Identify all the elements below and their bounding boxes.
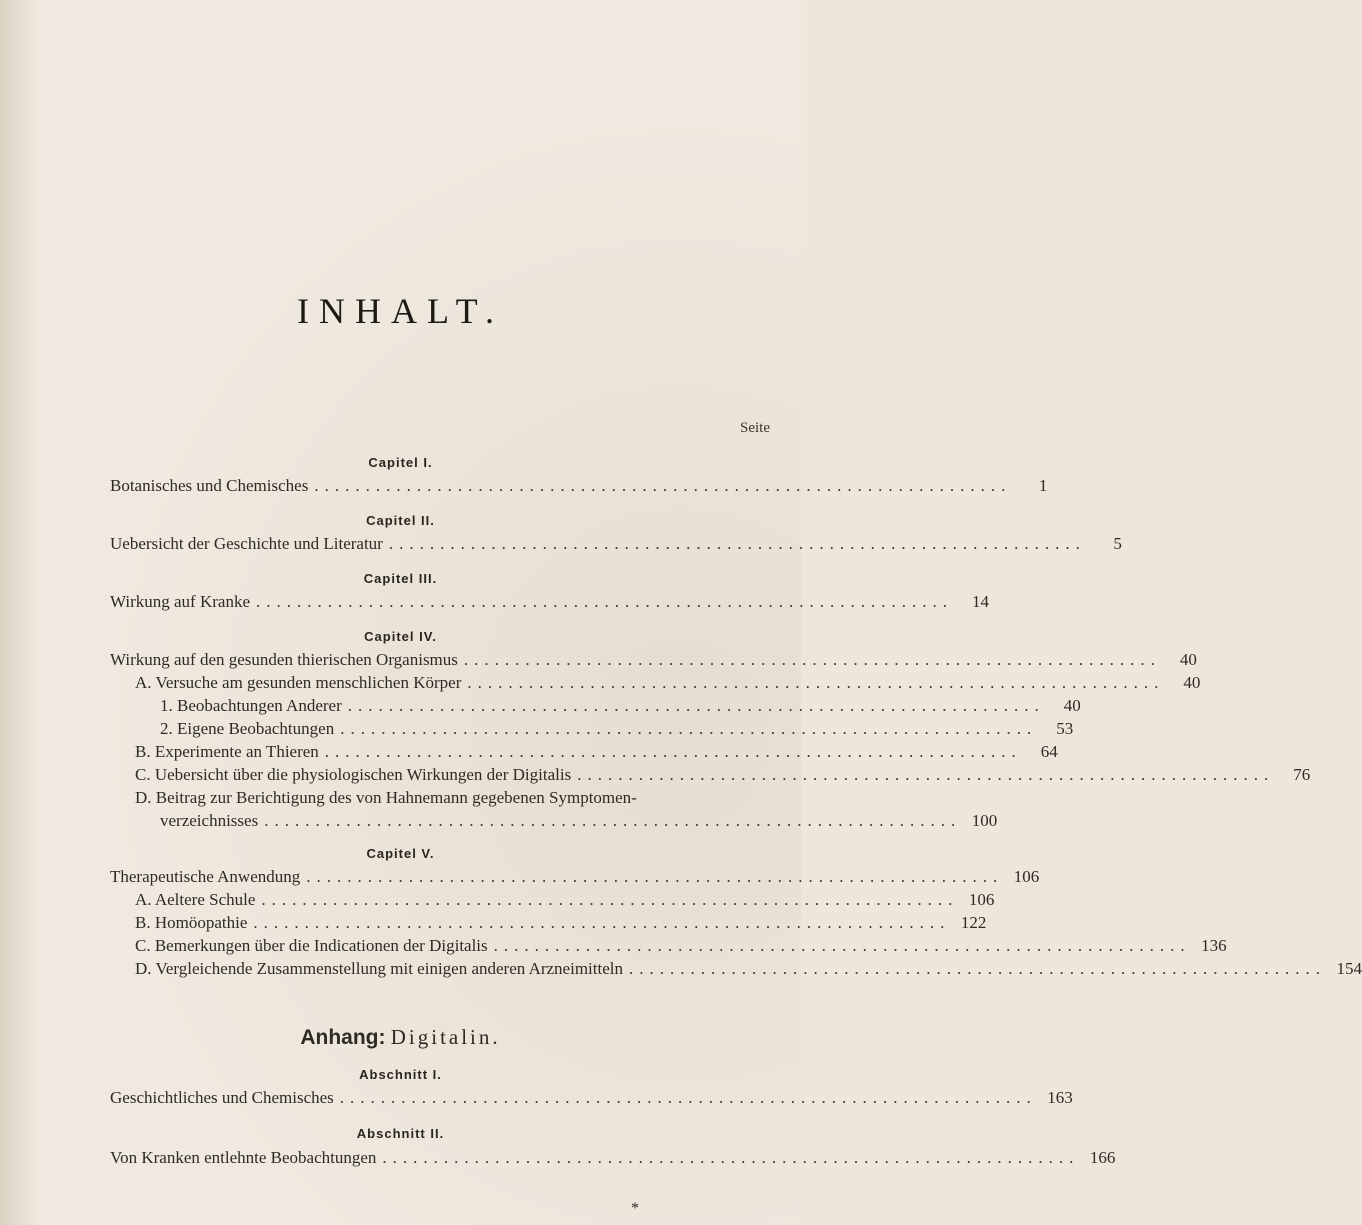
leader-dots: .................................................................... <box>339 1088 1037 1107</box>
toc-entry <box>110 1088 1073 1108</box>
toc-entry <box>135 742 1058 762</box>
entry-label: 1. Beobachtungen Anderer <box>160 696 342 715</box>
chapter-heading: Capitel III. <box>363 571 438 586</box>
toc-entry <box>135 765 1311 785</box>
toc-entry <box>160 811 998 831</box>
seite-header: Seite <box>740 420 770 436</box>
entry-label: Therapeutische Anwendung <box>110 867 301 886</box>
leader-dots: .................................................................... <box>261 890 959 909</box>
toc-entry <box>110 1148 1116 1168</box>
chapter-heading: Capitel IV. <box>364 629 437 644</box>
leader-dots: .................................................................... <box>463 650 1161 669</box>
entry-page: 122 <box>960 913 987 932</box>
entry-label: C. Uebersicht über die physiologischen Wirkungen der Digitalis <box>135 765 572 784</box>
leader-dots: .................................................................... <box>340 719 1038 738</box>
entry-page: 100 <box>971 811 998 830</box>
entry-label: Geschichtliches und Chemisches <box>110 1088 334 1107</box>
toc-entry <box>110 867 1040 887</box>
toc-entry <box>110 534 1122 554</box>
toc-entry <box>135 936 1227 956</box>
appendix-heading <box>0 1025 801 1050</box>
toc-entry <box>135 913 987 933</box>
entry-label: Uebersicht der Geschichte und Literatur <box>110 534 383 553</box>
entry-label: B. Homöopathie <box>135 913 248 932</box>
toc-entry <box>135 788 756 808</box>
chapter-heading: Capitel II. <box>366 513 435 528</box>
entry-label: 2. Eigene Beobachtungen <box>160 719 335 738</box>
entry-page: 163 <box>1047 1088 1073 1107</box>
entry-label: A. Aeltere Schule <box>135 890 256 909</box>
entry-page: 1 <box>1038 476 1048 495</box>
toc-entry <box>110 476 1048 496</box>
toc-entry <box>160 696 1081 716</box>
toc-entry <box>110 592 989 612</box>
entry-page: 106 <box>968 890 995 909</box>
entry-page: 154 <box>1336 959 1362 978</box>
leader-dots: .................................................................... <box>382 1148 1080 1167</box>
section-heading: Abschnitt I. <box>359 1067 442 1082</box>
entry-page: 136 <box>1201 936 1227 955</box>
leader-dots: .................................................................... <box>255 592 953 611</box>
leader-dots: .................................................................... <box>388 534 1086 553</box>
chapter-heading: Capitel V. <box>366 846 435 861</box>
appendix-title: Digitalin. <box>390 1025 501 1049</box>
leader-dots: .................................................................... <box>306 867 1004 886</box>
entry-label: Botanisches und Chemisches <box>110 476 309 495</box>
toc-entry <box>110 650 1197 670</box>
entry-label: B. Experimente an Thieren <box>135 742 319 761</box>
entry-label: C. Bemerkungen über die Indicationen der Digitalis <box>135 936 488 955</box>
leader-dots: .................................................................... <box>577 765 1275 784</box>
page-title: INHALT. <box>297 291 504 331</box>
leader-dots: .................................................................... <box>629 959 1326 978</box>
leader-dots: .................................................................... <box>347 696 1045 715</box>
toc-entry <box>135 673 1201 693</box>
entry-label: D. Vergleichende Zusammenstellung mit einigen anderen Arzneimitteln <box>135 959 623 978</box>
entry-label: Von Kranken entlehnte Beobachtungen <box>110 1148 377 1167</box>
leader-dots: .................................................................... <box>493 936 1191 955</box>
entry-page: 76 <box>1293 765 1311 784</box>
leader-dots: .................................................................... <box>467 673 1165 692</box>
entry-label: A. Versuche am gesunden menschlichen Körper <box>135 673 462 692</box>
leader-dots: .................................................................... <box>314 476 1012 495</box>
entry-page: 64 <box>1040 742 1058 761</box>
entry-label: verzeichnisses <box>160 811 259 830</box>
entry-page: 5 <box>1113 534 1122 553</box>
entry-label: D. Beitrag zur Berichtigung des von Hahnemann gegebenen Symptomen- <box>135 788 637 807</box>
leader-dots: .................................................................... <box>253 913 951 932</box>
entry-page: 40 <box>1183 673 1201 692</box>
toc-entry <box>135 890 995 910</box>
section-heading: Abschnitt II. <box>356 1126 445 1141</box>
entry-label: Wirkung auf den gesunden thierischen Organismus <box>110 650 458 669</box>
appendix-prefix: Anhang: <box>300 1026 386 1049</box>
leader-dots: .................................................................... <box>324 742 1022 761</box>
entry-page: 106 <box>1013 867 1040 886</box>
signature-mark: * <box>631 1200 639 1217</box>
entry-page: 53 <box>1056 719 1074 738</box>
chapter-heading: Capitel I. <box>368 455 433 470</box>
leader-dots: .................................................................... <box>264 811 962 830</box>
entry-page: 40 <box>1179 650 1197 669</box>
entry-page: 166 <box>1089 1148 1116 1167</box>
toc-entry <box>135 959 1362 979</box>
entry-page: 14 <box>971 592 989 611</box>
entry-page: 40 <box>1063 696 1081 715</box>
toc-entry <box>160 719 1074 739</box>
entry-label: Wirkung auf Kranke <box>110 592 250 611</box>
